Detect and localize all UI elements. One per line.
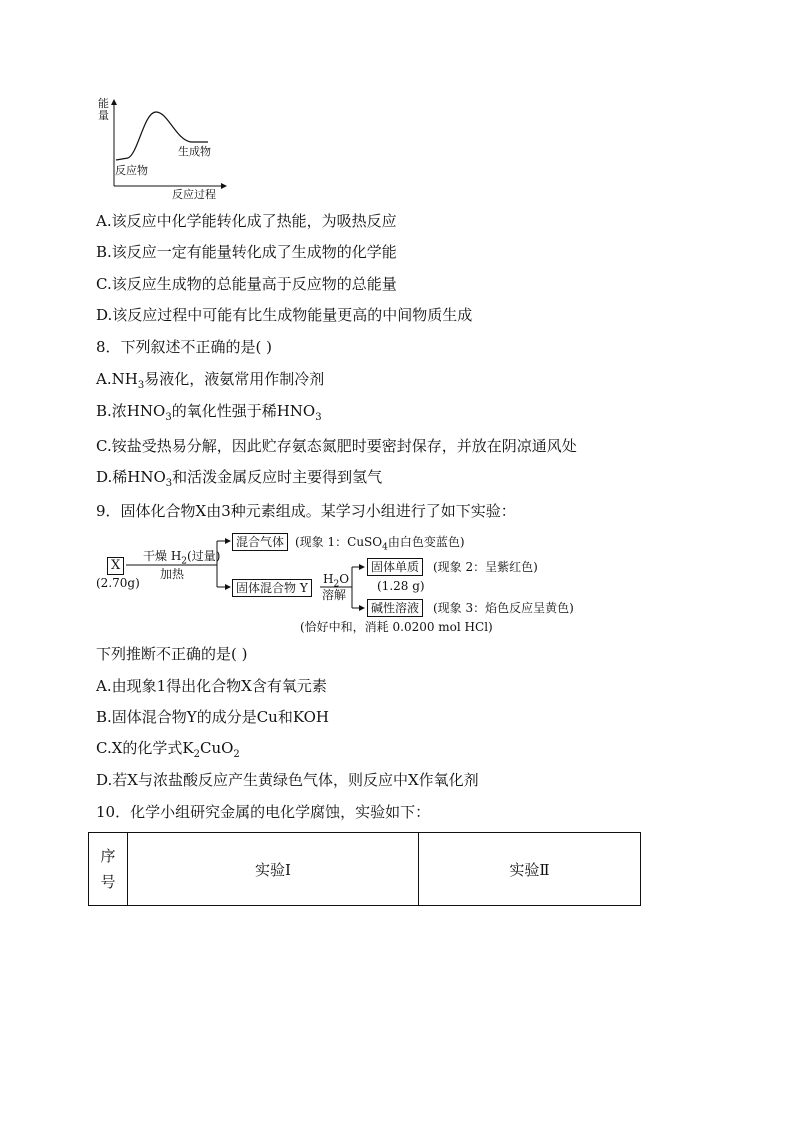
- q8-option-b: B.浓$HNO_3$的氧化性强于稀$HNO_3$: [96, 402, 322, 423]
- reagent-1: 干燥 $H_2$(过量): [143, 549, 221, 567]
- observation-3: (现象 3：焰色反应呈黄色): [433, 601, 574, 615]
- q9-option-a: A.由现象1得出化合物X含有氧元素: [96, 677, 327, 695]
- q8-option-a: $A.NH_3$易液化，液氨常用作制冷剂: [96, 370, 325, 391]
- condition-1: 加热: [160, 567, 185, 581]
- element-solid-box: 固体单质: [367, 558, 423, 576]
- q10-stem: 10．化学小组研究金属的电化学腐蚀，实验如下：: [96, 803, 431, 821]
- experiment-table: [88, 832, 641, 906]
- q8-stem: 8．下列叙述不正确的是( ): [96, 338, 273, 356]
- q9-ask: 下列推断不正确的是( ): [96, 645, 248, 663]
- q7-option-b: B.该反应一定有能量转化成了生成物的化学能: [96, 243, 397, 261]
- compound-x-mass: (2.70g): [96, 576, 140, 590]
- observation-1: (现象 1：CuSO$_4$由白色变蓝色): [295, 535, 465, 553]
- seq-header: 序 号: [89, 833, 128, 906]
- q7-option-a: A.该反应中化学能转化成了热能，为吸热反应: [96, 212, 397, 230]
- y-axis-label: 能量: [98, 97, 109, 122]
- q9-option-b: B.固体混合物Y的成分是Cu和KOH: [96, 708, 330, 726]
- reagent-2: $H_2O$: [323, 572, 350, 590]
- q7-option-c: C.该反应生成物的总能量高于反应物的总能量: [96, 275, 397, 293]
- q7-option-d: D.该反应过程中可能有比生成物能量更高的中间物质生成: [96, 306, 473, 324]
- experiment-1-header: 实验Ⅰ: [128, 833, 419, 906]
- element-mass: (1.28 g): [377, 579, 425, 593]
- basic-solution-box: 碱性溶液: [367, 599, 423, 617]
- q9-stem: 9．固体化合物X由3种元素组成。某学习小组进行了如下实验：: [96, 502, 516, 520]
- observation-2: (现象 2：呈紫红色): [433, 560, 538, 574]
- q9-option-d: D.若X与浓盐酸反应产生黄绿色气体，则反应中X作氧化剂: [96, 771, 479, 789]
- mixed-gas-box: 混合气体: [232, 533, 288, 551]
- neutralization-note: (恰好中和，消耗 0.0200 mol HCl): [300, 620, 493, 634]
- q8-option-d: D.稀$HNO_3$和活泼金属反应时主要得到氢气: [96, 468, 383, 489]
- experiment-2-header: 实验Ⅱ: [419, 833, 641, 906]
- q8-option-c: C.铵盐受热易分解，因此贮存氨态氮肥时要密封保存，并放在阴凉通风处: [96, 437, 577, 455]
- table-row: [89, 833, 641, 906]
- q9-option-c: C.X的化学式$K_2CuO_2$: [96, 739, 240, 760]
- condition-2: 溶解: [322, 588, 347, 602]
- compound-x-box: X: [107, 557, 124, 575]
- x-axis-label: 反应过程: [172, 188, 216, 201]
- solid-mixture-y-box: 固体混合物 Y: [232, 579, 312, 597]
- product-label: 生成物: [178, 145, 211, 158]
- reactant-label: 反应物: [115, 164, 148, 177]
